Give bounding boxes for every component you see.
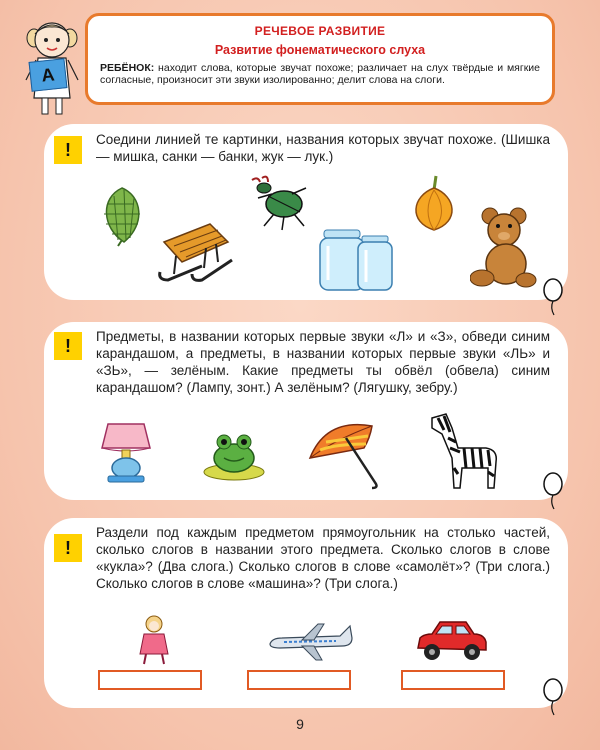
balloon-icon — [542, 472, 564, 510]
task-3-text: Раздели под каждым предметом прямоугольник на столько частей, сколько слогов в названии этого предмета. Сколько слогов в слове «кукла»? (Два слога.) Сколько слогов в слове «самолёт»? (Три слога.) Сколько слогов в слове «машина»? (Три слога.) — [96, 525, 550, 591]
pine-cone-picture — [94, 184, 150, 248]
syllable-rectangle-car[interactable] — [401, 670, 505, 690]
sled-picture — [156, 220, 236, 286]
task-card-2 — [44, 322, 568, 500]
onion-picture — [404, 174, 464, 234]
exclamation-marker: ! — [54, 534, 82, 562]
section-title: РЕЧЕВОЕ РАЗВИТИЕ — [254, 24, 386, 38]
task-2-text: Предметы, в названии которых первые звуки «Л» и «З», обведи синим карандашом, а предметы, в названии которых первые звуки «ЛЬ» и «ЗЬ», — зелёным. Какие предметы ты обвёл (обвела) синим карандашом? (Лампу, зонт.) А зелёным? (Лягушку, зебру.) — [96, 329, 550, 395]
page-number: 9 — [296, 716, 304, 732]
airplane-picture — [266, 622, 354, 662]
exclamation-marker: ! — [54, 136, 82, 164]
balloon-icon — [542, 278, 564, 316]
task-card-3 — [44, 518, 568, 708]
exclamation-marker: ! — [54, 332, 82, 360]
lamp-picture — [98, 418, 154, 486]
teddy-bear-picture — [470, 206, 540, 290]
syllable-rectangle-doll[interactable] — [98, 670, 202, 690]
doll-picture — [134, 614, 174, 666]
beetle-picture — [244, 174, 312, 232]
task-card-1 — [44, 124, 568, 300]
umbrella-picture — [306, 418, 386, 490]
section-description — [100, 62, 540, 86]
child-label: РЕБЁНОК: — [100, 62, 155, 74]
section-header — [85, 13, 555, 105]
syllable-rectangle-airplane[interactable] — [247, 670, 351, 690]
task-1-text: Соедини линией те картинки, названия которых звучат похоже. (Шишка — мишка, санки — банки, жук — лук.) — [96, 132, 550, 164]
jars-picture — [318, 222, 394, 294]
letter-badge: А — [29, 58, 68, 92]
section-subtitle: Развитие фонематического слуха — [214, 43, 426, 57]
car-picture — [414, 618, 490, 664]
frog-picture — [202, 430, 266, 482]
balloon-icon — [542, 678, 564, 716]
description-text: находит слова, которые звучат похоже; различает на слух твёрдые и мягкие согласные, произносит эти звуки изолированно; делит слова на слоги. — [100, 62, 540, 86]
zebra-picture — [428, 408, 502, 492]
